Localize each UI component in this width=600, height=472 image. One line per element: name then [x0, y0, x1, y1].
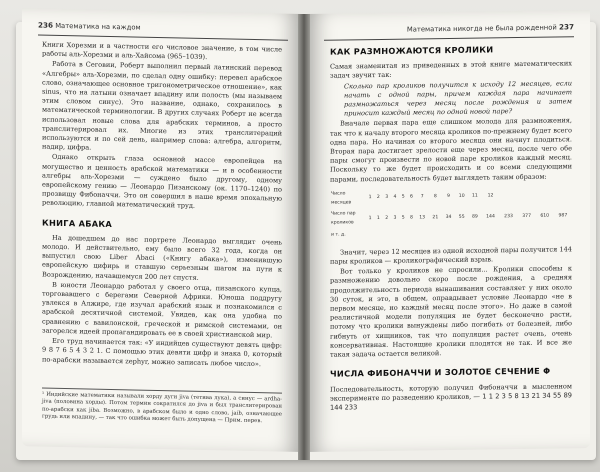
paragraph: Значит, через 12 месяцев из одной исходной пары получится 144 пары кроликов — кроликографический взрыв.	[330, 245, 572, 266]
paragraph: На дошедшем до нас портрете Леонардо выглядит очень молодо. И действительно, ему было всего 32 года, когда он выпустил свою Liber Abaci («Книгу абака»), изменившую европейскую цифирь и ставшую серьезным шагом на пути к Возрождению, начавшемуся 200 лет спустя.	[42, 233, 282, 282]
footnote: ¹ Индийские математики называли хорду дуги jiva (тетива лука), а синус — ardha-jiva (половина хорды). Потом термин сократился до jiva и был транслитерирован по-арабски как jiba. Возможно, в арабском было и одно слово, jaib, означающее грудь или впадину, — так что ошибка может быть допущена — Прим. перев.	[42, 388, 282, 426]
table-cell: 4	[393, 195, 397, 201]
table-cell: 1	[376, 215, 380, 221]
table-cell: 89	[471, 214, 478, 220]
table-cell: 1	[368, 215, 372, 221]
left-text-column	[42, 41, 282, 371]
heading-rabbits: КАК РАЗМНОЖАЮТСЯ КРОЛИКИ	[330, 44, 494, 57]
rabbit-problem-quote: Сколько пар кроликов получится к исходу 12 месяцев, если начать с одной пары, причем каждая пара начинает размножаться через месяц после рождения и затем приносит каждый месяц по одной новой паре?	[344, 78, 572, 118]
table-cell: 7	[420, 194, 424, 200]
table-cell: 8	[409, 215, 413, 221]
table-cell: 1	[368, 195, 372, 201]
table-cell: 610	[540, 213, 550, 219]
intro-paragraph: Самая знаменитая из приведенных в этой книге математических задач звучит так:	[330, 59, 572, 81]
heading-kniga-abaka: КНИГА АБАКА	[42, 217, 113, 229]
heading-fibonacci: ЧИСЛА ФИБОНАЧЧИ И ЗОЛОТОЕ СЕЧЕНИЕ Φ	[330, 365, 551, 379]
paragraph: Вот только у кроликов не спросили... Кролики способны к размножению довольно скоро после рождения, а средняя продолжительность периода вынашивания составляет у них около 30 суток, и это, в общем, оправдывает условие Леонардо «не в первом месяце, но каждый месяц после этого». Но даже в самой реалистичной модели популяция не будет бесконечно расти, потому что кролики вынуждены либо погибать от болезней, либо гибнуть от хищников, так что популяция растет очень, очень консервативная. Настоящие кролики плодятся не так. И все же такая задача остается великой.	[330, 264, 572, 359]
paragraph: В юности Леонардо работал у своего отца, пизанского купца, торговавшего с берегами Северной Африки. Юноша поддругу увлекся в Алжире, где изучал арабский язык и познакомился с арабской десятичной системой. Увидев, как она удобна по сравнению с вавилонской, греческой и римской системами, он загорелся идеей пропагандировать ее в своей христианской мир.	[42, 280, 282, 340]
table-cell: 377	[522, 213, 532, 219]
right-page-number: 237	[558, 22, 574, 32]
table-cell: 10	[458, 194, 465, 200]
table-row	[330, 206, 572, 230]
table-cell: 34	[445, 214, 452, 220]
table-cell: 6	[409, 194, 413, 200]
row-label: Число месяцев	[331, 191, 352, 206]
table-cell: 8	[433, 194, 437, 200]
book-gutter	[298, 14, 310, 460]
right-running-title: Математика никогда не была рожденной	[406, 23, 557, 34]
table-cell: 12	[487, 193, 494, 199]
table-cell	[500, 186, 518, 207]
table-cell	[518, 186, 536, 207]
table-cell: 5	[401, 215, 405, 221]
left-running-head	[38, 20, 288, 40]
table-cell: 233	[504, 213, 513, 220]
left-page	[22, 8, 302, 452]
table-cell: 144	[486, 214, 495, 220]
open-book	[22, 14, 590, 466]
fib-intro-text: Последовательность, которую получил Фибоначчи в мысленном эксперименте по разведению кроликов, —	[330, 381, 572, 403]
table-cell: 13	[419, 215, 426, 221]
left-page-number: 236	[38, 20, 54, 30]
rabbit-table	[330, 185, 572, 240]
right-page	[306, 10, 590, 452]
table-cell: 5	[401, 195, 405, 201]
fib-intro	[330, 382, 572, 413]
table-cell: 2	[376, 195, 380, 201]
left-running-title: Математика на каждом	[55, 21, 141, 32]
right-running-head	[324, 22, 574, 40]
table-cell: 9	[447, 194, 450, 200]
table-cell: 2	[385, 215, 389, 221]
paragraph: Его труд начинается так: «У индийцев существуют девять цифр: 9 8 7 6 5 4 3 2 1. С помощью этих девяти цифр и знака 0, который по-арабски называется zephyr, можно записать любое число».	[42, 336, 282, 368]
paragraph: Работа в Сеговии, Роберт выполнил первый латинский перевод «Алгебры» аль-Хорезми, по сделал одну ошибку: перевел арабское слово, означающее основное тригонометрическое отношение», как sinus, что на латыни означает впадину или полость (мы называем этим словом синус). Это название, однако, сохранилось в математической терминологии. В других случаях Роберт не всегда использовал новые слова для арабских терминов, а просто транслитерировал их. Многие из этих транслитераций используются и по сей день, например слова: алгебра, алгоритм, надир, цифра.	[42, 60, 282, 152]
table-cell: 987	[558, 213, 568, 219]
table-cell	[554, 185, 572, 206]
table-note: и т. д.	[331, 232, 346, 238]
table-cell: 21	[432, 214, 439, 221]
paragraph: Вначале первая пара еще слишком молода для размножения, так что к началу второго месяца кроликов по-прежнему будет всего одна пара. Но начиная со второго месяца они начнут плодиться. Вторая пара достигает зрелости еще через месяц, после чего обе пары смогут произвести по новой паре кроликов каждый месяц. Поскольку то же будет происходить и со всеми следующими парами, последовательность будет выглядеть таким образом:	[330, 116, 572, 184]
table-cell	[536, 185, 554, 206]
table-cell: 11	[471, 194, 478, 200]
row-label: Число пар кроликов	[331, 211, 356, 227]
table-cell: 55	[458, 214, 465, 220]
right-text-column	[330, 40, 572, 413]
fib-sequence: 1 1 2 3 5 8 13 21 34 55 89 144 233	[330, 390, 572, 412]
table-cell: 3	[385, 195, 389, 201]
paragraph: Книги Хорезми и в частности его числовое значение, в том числе работы аль-Хорезми и аль-Хайсома (965–1039).	[42, 40, 282, 62]
paragraph: Однако открыть глаза основной массе европейцев на могущество и ценность арабской математики — и в особенности алгебры аль-Хорезми — суждено было другому, одному европейскому гению — Леонардо Пизанскому (ок. 1170–1240) по прозвищу Фибоначчи. Это он совершил в наше время эпохальную революцию, главной математический труд.	[42, 153, 282, 211]
table-cell: 3	[393, 215, 397, 221]
